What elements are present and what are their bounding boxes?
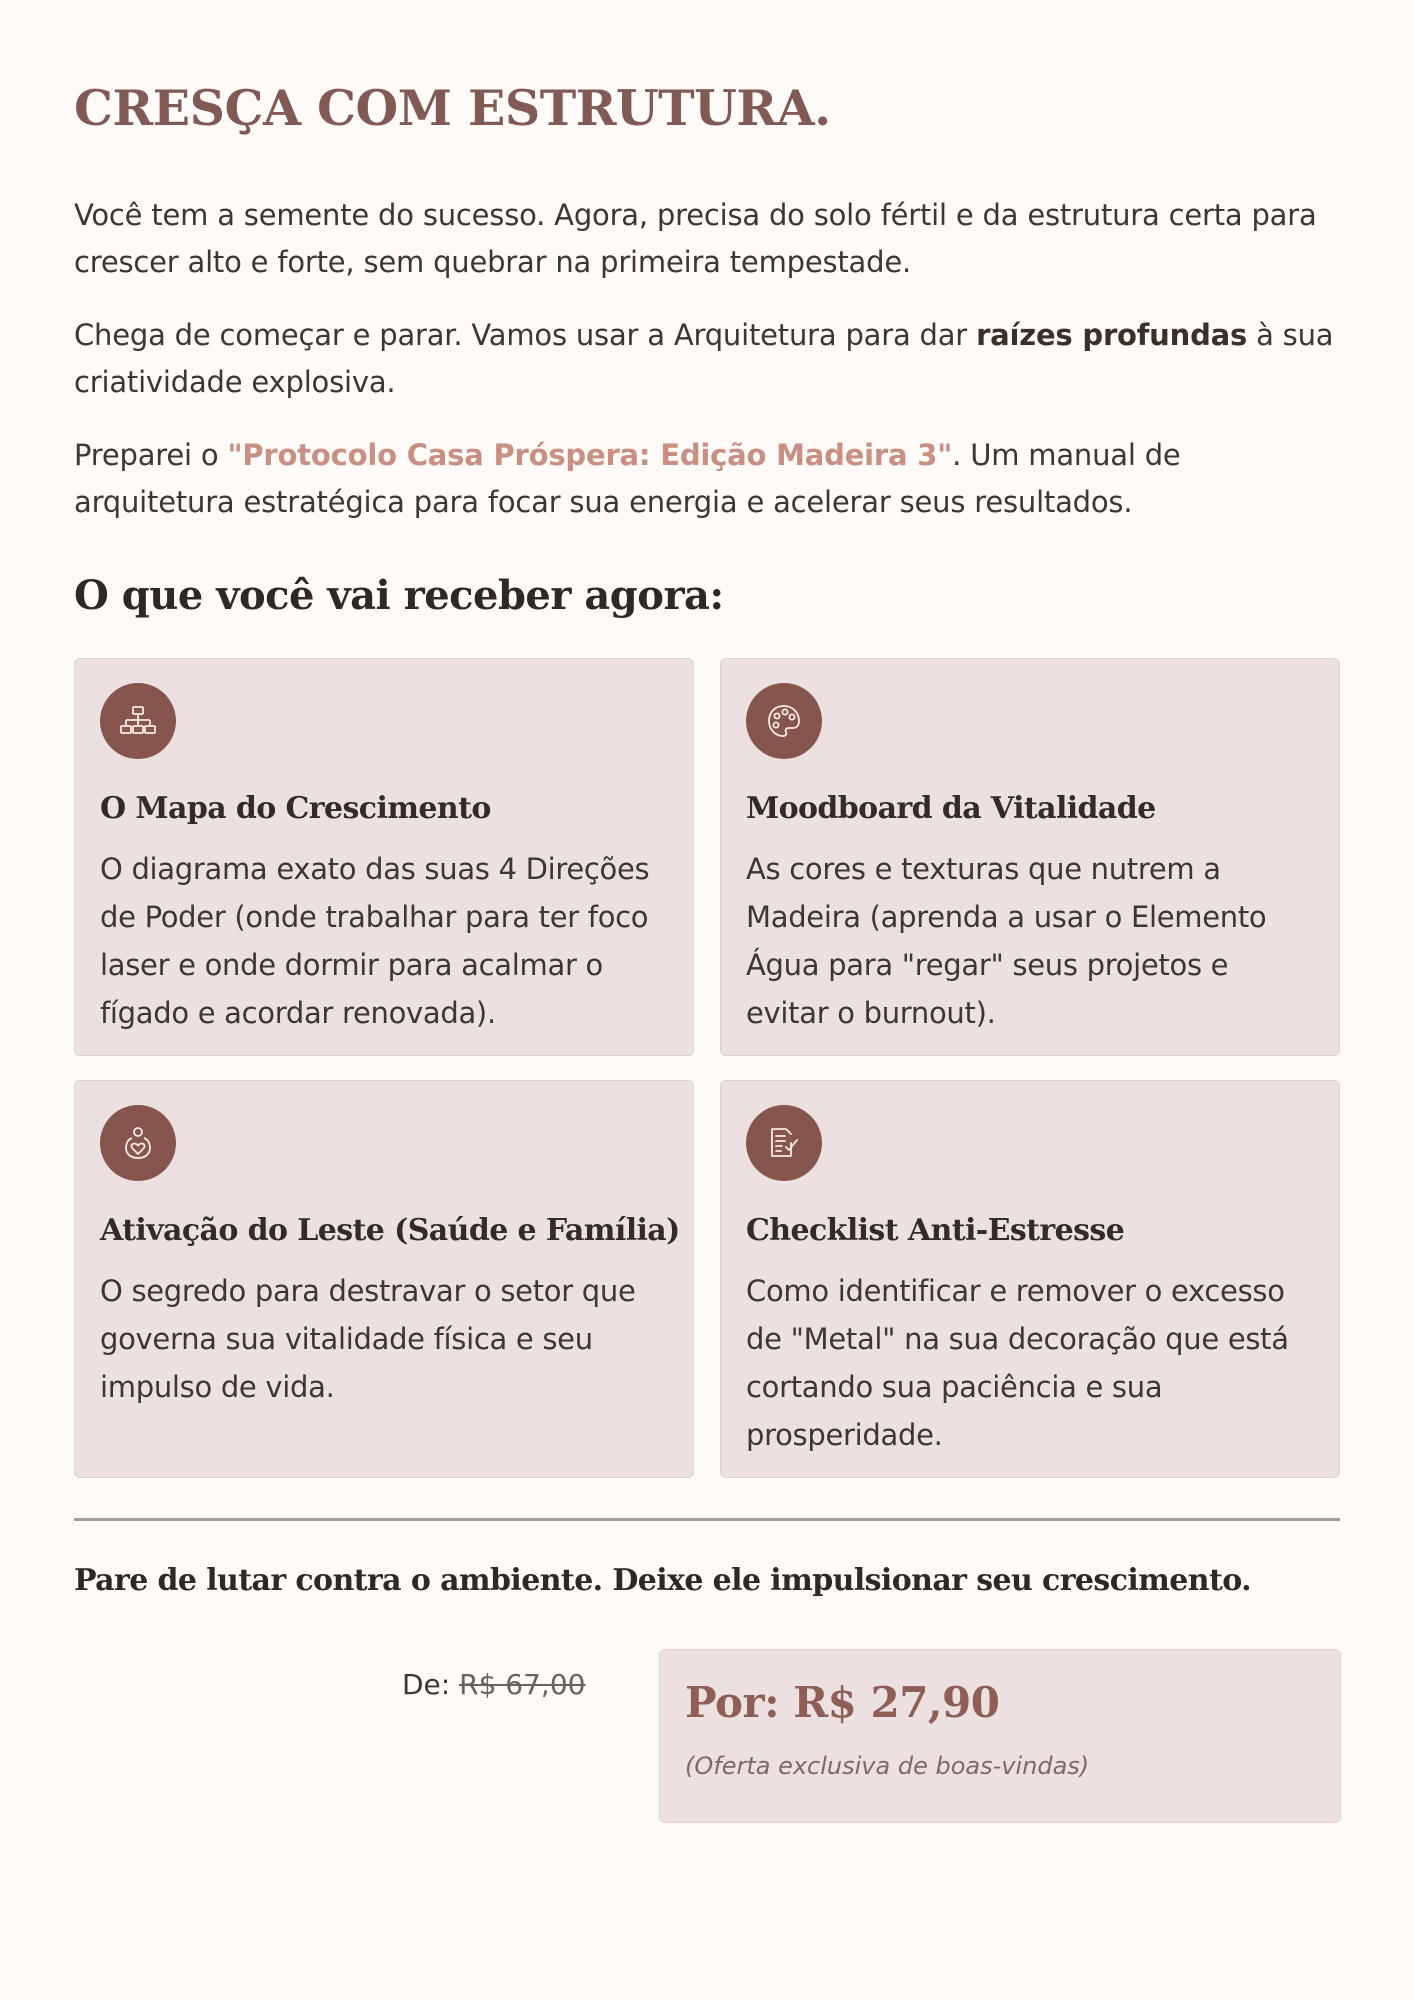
benefit-card-title: O Mapa do Crescimento xyxy=(100,791,491,826)
price-box xyxy=(659,1649,1341,1823)
benefit-card-moodboard xyxy=(720,658,1340,1056)
cta-text: Pare de lutar contra o ambiente. Deixe ele impulsionar seu crescimento. xyxy=(74,1563,1251,1598)
old-price-value: R$ 67,00 xyxy=(459,1668,586,1701)
intro-p2-bold: raízes profundas xyxy=(976,318,1248,352)
benefit-card-title: Checklist Anti-Estresse xyxy=(746,1213,1125,1248)
intro-p2-before: Chega de começar e parar. Vamos usar a Arquitetura para dar xyxy=(74,318,977,352)
intro-paragraph-3 xyxy=(74,432,1340,526)
intro-p3-before: Preparei o xyxy=(74,438,228,472)
benefit-card-growth-map xyxy=(74,658,694,1056)
page-headline: CRESÇA COM ESTRUTURA. xyxy=(74,79,831,137)
product-name: "Protocolo Casa Próspera: Edição Madeira 3" xyxy=(227,438,953,472)
benefits-grid xyxy=(74,658,1340,1478)
benefit-card-text: O diagrama exato das suas 4 Direções de Poder (onde trabalhar para ter foco laser e onde dormir para acalmar o fígado e acordar renovada). xyxy=(100,852,650,1030)
palette-icon xyxy=(746,683,822,759)
old-price xyxy=(402,1665,585,1705)
benefit-card-title: Moodboard da Vitalidade xyxy=(746,791,1156,826)
new-price: Por: R$ 27,90 xyxy=(685,1678,1000,1727)
old-price-label: De: xyxy=(402,1668,460,1701)
offer-note: (Oferta exclusiva de boas-vindas) xyxy=(685,1752,1090,1780)
intro-paragraph-2 xyxy=(74,312,1340,406)
section-divider xyxy=(74,1518,1340,1521)
benefit-card-text: Como identificar e remover o excesso de "Metal" na sua decoração que está cortando sua paciência e sua prosperidade. xyxy=(746,1274,1289,1452)
checklist-icon xyxy=(746,1105,822,1181)
section-title: O que você vai receber agora: xyxy=(74,572,724,619)
pricing-section xyxy=(74,1647,1340,1867)
sitemap-icon xyxy=(100,683,176,759)
intro-paragraph-1: Você tem a semente do sucesso. Agora, precisa do solo fértil e da estrutura certa para crescer alto e forte, sem quebrar na primeira tempestade. xyxy=(74,198,1317,279)
benefit-card-east-activation xyxy=(74,1080,694,1478)
intro-p3-after: . Um manual de arquitetura estratégica para focar sua energia e acelerar seus resultados. xyxy=(74,438,1181,519)
benefit-card-text: As cores e texturas que nutrem a Madeira (aprenda a usar o Elemento Água para "regar" seus projetos e evitar o burnout). xyxy=(746,852,1267,1030)
person-heart-icon xyxy=(100,1105,176,1181)
benefit-card-text: O segredo para destravar o setor que governa sua vitalidade física e seu impulso de vida. xyxy=(100,1274,636,1404)
benefit-card-title: Ativação do Leste (Saúde e Família) xyxy=(100,1213,680,1248)
benefit-card-checklist xyxy=(720,1080,1340,1478)
intro-p2-after: à sua criatividade explosiva. xyxy=(74,318,1334,399)
